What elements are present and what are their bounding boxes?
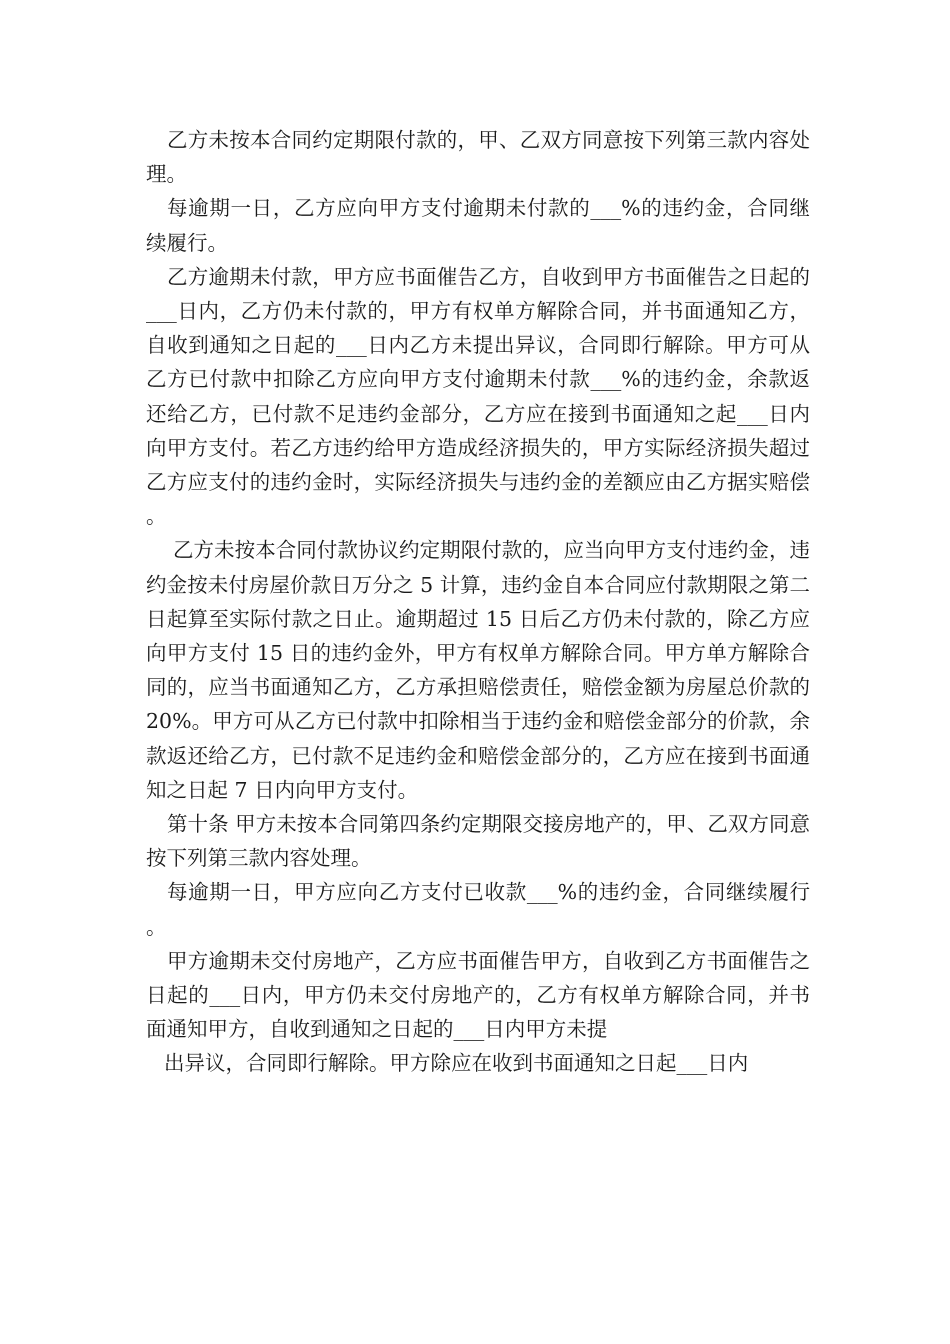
- paragraph-1: 乙方未按本合同约定期限付款的，甲、乙双方同意按下列第三款内容处理。: [146, 128, 810, 187]
- paragraph-5: 第十条 甲方未按本合同第四条约定期限交接房地产的，甲、乙双方同意按下列第三款内容处理。: [146, 812, 810, 871]
- paragraph-6: 每逾期一日，甲方应向乙方支付已收款___%的违约金，合同继续履行。: [146, 880, 810, 939]
- paragraph-2: 每逾期一日，乙方应向甲方支付逾期未付款的___%的违约金，合同继续履行。: [146, 196, 810, 255]
- paragraph-4: 乙方未按本合同付款协议约定期限付款的，应当向甲方支付违约金，违约金按未付房屋价款日万分之 5 计算，违约金自本合同应付款期限之第二日起算至实际付款之日止。逾期超过 15 日后乙方仍未付款的，除乙方应向甲方支付 15 日的违约金外，甲方有权单方解除合同。甲方单方解除合同的，应当书面通知乙方，乙方承担赔偿责任，赔偿金额为房屋总价款的 20%。甲方可从乙方已付款中扣除相当于违约金和赔偿金部分的价款，余款返还给乙方，已付款不足违约金和赔偿金部分的，乙方应在接到书面通知之日起 7 日内向甲方支付。: [146, 538, 810, 802]
- paragraph-7: 甲方逾期未交付房地产，乙方应书面催告甲方，自收到乙方书面催告之日起的___日内，甲方仍未交付房地产的，乙方有权单方解除合同，并书面通知甲方，自收到通知之日起的___日内甲方未提: [146, 948, 810, 1042]
- document-body: [146, 123, 810, 1081]
- paragraph-3: 乙方逾期未付款，甲方应书面催告乙方，自收到甲方书面催告之日起的___日内，乙方仍未付款的，甲方有权单方解除合同，并书面通知乙方，自收到通知之日起的___日内乙方未提出异议，合同即行解除。甲方可从乙方已付款中扣除乙方应向甲方支付逾期未付款___%的违约金，余款返还给乙方，已付款不足违约金部分，乙方应在接到书面通知之起___日内向甲方支付。若乙方违约给甲方造成经济损失的，甲方实际经济损失超过乙方应支付的违约金时，实际经济损失与违约金的差额应由乙方据实赔偿。: [146, 264, 810, 529]
- paragraph-8: 出异议，合同即行解除。甲方除应在收到书面通知之日起___日内: [164, 1051, 749, 1076]
